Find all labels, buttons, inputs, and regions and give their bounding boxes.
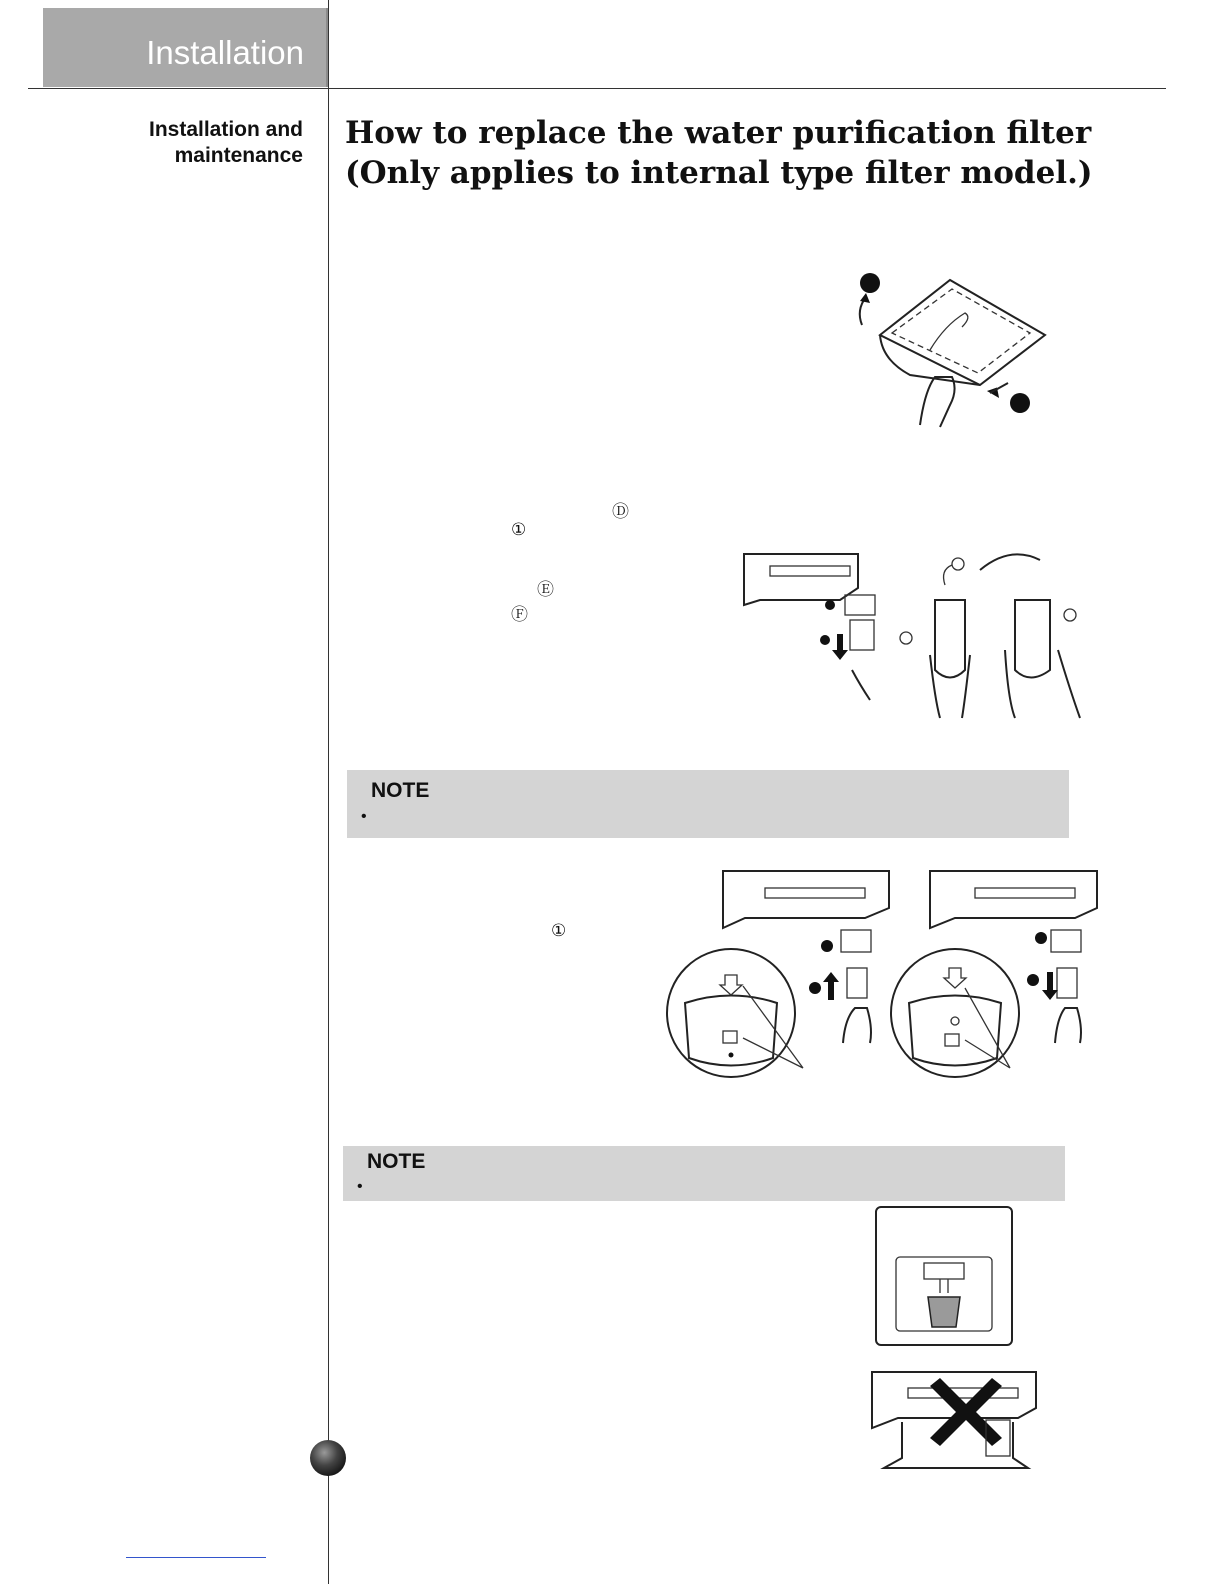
marker-f: Ⓕ xyxy=(511,605,528,625)
note-box xyxy=(347,770,1069,838)
page-number-dot xyxy=(310,1440,346,1476)
section-tab xyxy=(43,8,328,87)
page-title xyxy=(345,113,1145,193)
column-divider xyxy=(328,0,329,1584)
sidebar-title-line2: maintenance xyxy=(174,144,303,167)
header-divider xyxy=(28,88,1166,89)
note-bullet: • xyxy=(361,808,367,825)
note-bullet: • xyxy=(357,1178,363,1195)
marker-one: ① xyxy=(511,520,527,540)
prohibited-action-illustration xyxy=(868,1368,1040,1472)
marker-d: Ⓓ xyxy=(612,502,629,522)
page-title-line2: (Only applies to internal type filter model.) xyxy=(345,155,1093,191)
filter-install-illustration xyxy=(665,868,1105,1083)
water-dispenser-illustration xyxy=(874,1205,1014,1347)
note-label: NOTE xyxy=(367,1150,426,1173)
cover-removal-illustration xyxy=(840,265,1060,430)
filter-removal-illustration xyxy=(740,540,1090,720)
note-box xyxy=(343,1146,1065,1201)
marker-one: ① xyxy=(551,921,567,941)
sidebar-title-line1: Installation and xyxy=(148,118,303,141)
page-title-line1: How to replace the water purification filter xyxy=(345,115,1092,151)
note-label: NOTE xyxy=(371,779,430,802)
footer-link-underline xyxy=(126,1557,266,1558)
marker-e: Ⓔ xyxy=(537,580,554,600)
sidebar-section-title xyxy=(100,117,303,169)
section-tab-title: Installation xyxy=(146,34,304,71)
